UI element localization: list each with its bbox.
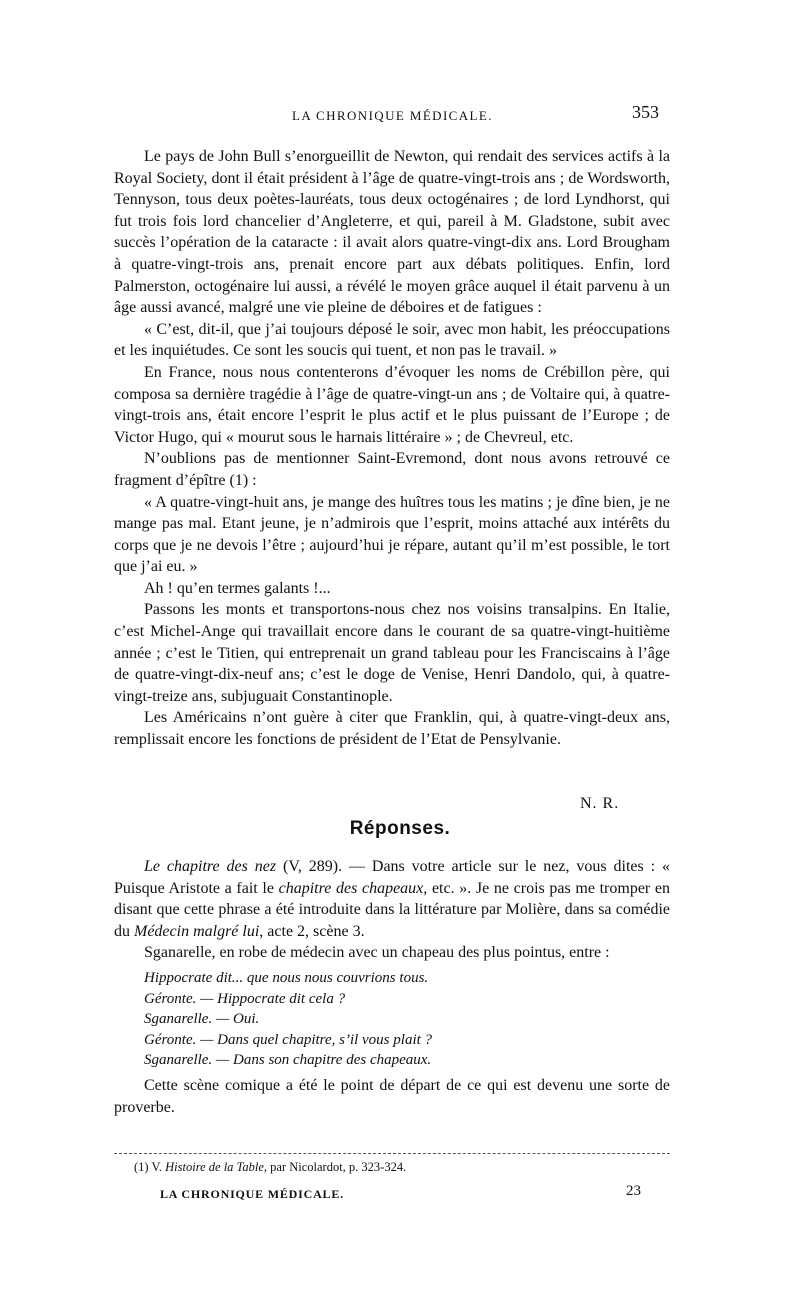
quote-title: chapitre des chapeaux [278,879,424,897]
dialogue-line: Sganarelle. — Dans son chapitre des chapeaux. [144,1052,432,1069]
footer-signature-number: 23 [626,1183,641,1199]
play-title: Médecin malgré lui [134,922,260,940]
section-title: Réponses. [349,818,451,839]
dialogue-line: Géronte. — Hippocrate dit cela ? [144,990,346,1007]
dialogue-line: Sganarelle. — Oui. [144,1011,260,1028]
running-title: LA CHRONIQUE MÉDICALE. [292,108,493,123]
paragraph: Le pays de John Bull s’enorgueillit de Newton, qui rendait des services actifs à la Royal Society, dont il était président à l’âge de quatre-vingt-trois ans ; de Wordsworth, Tennyson, tous deux poètes-lauréats, tous deux octogénaires ; de lord Lyndhorst, qui fut trois fois lord chancelier d’Angleterre, et qui, pareil à M. Gladstone, subit avec succès l’opération de la cataracte : il avait alors quatre-vingt-dix ans. Lord Brougham à quatre-vingt-trois ans, prenait encore part aux débats politiques. Enfin, lord Palmerston, octogénaire lui aussi, a révélé le moyen grâce auquel il était parvenu à un âge aussi avancé, malgré une vie pleine de déboires et de fatigues : [114,148,670,317]
page-number: 353 [632,102,659,122]
response-intro: Le chapitre des nez (V, 289). — Dans votre article sur le nez, vous dites : « Puisque Aristote a fait le chapitre des chapeaux, etc. ». Je ne crois pas me tromper en disant que cette phrase a été introduite dans la littérature par Molière, dans sa comédie du Médecin malgré lui, acte 2, scène 3. [114,858,671,940]
paragraph: En France, nous nous contenterons d’évoquer les noms de Crébillon père, qui composa sa dernière tragédie à l’âge de quatre-vingt-un ans ; de Voltaire qui, à quatre-vingt-trois ans, était encore l’esprit le plus actif et le plus puissant de l’Europe ; de Victor Hugo, qui « mourut sous le harnais littéraire » ; de Chevreul, etc. [114,363,670,446]
footnote-book-title: Histoire de la Table [165,1160,264,1174]
paragraph: Passons les monts et transportons-nous chez nos voisins transalpins. En Italie, c’est Michel-Ange qui travaillait encore dans le courant de sa quatre-vingt-huitième année ; c’est le Titien, qui entreprenait un grand tableau pour les Franciscains à l’âge de quatre-vingt-dix-neuf ans; c’est le doge de Venise, Henri Dandolo, qui, à quatre-vingt-treize ans, subjuguait Constantinople. [114,601,670,705]
paragraph: N’oublions pas de mentionner Saint-Evremond, dont nous avons retrouvé ce fragment d’épître (1) : [114,450,670,489]
paragraph: « C’est, dit-il, que j’ai toujours déposé le soir, avec mon habit, les préoccupations et les inquiétudes. Ce sont les soucis qui tuent, et non pas le travail. » [114,320,670,360]
footer-title: LA CHRONIQUE MÉDICALE. [160,1187,344,1201]
dialogue-line: Hippocrate dit... que nous nous couvrions tous. [144,969,429,986]
article-body [114,146,670,751]
dialogue-line: Géronte. — Dans quel chapitre, s’il vous plait ? [144,1031,433,1048]
footnote-divider [114,1153,670,1154]
response-conclusion: Cette scène comique a été le point de départ de ce qui est devenu une sorte de proverbe. [114,1076,670,1116]
paragraph: Ah ! qu’en termes galants !... [144,579,331,597]
responses-section [114,856,670,1118]
reference-title: Le chapitre des nez [144,858,277,875]
footnote: (1) V. Histoire de la Table, par Nicolardot, p. 323-324. [134,1160,407,1174]
response-setup: Sganarelle, en robe de médecin avec un chapeau des plus pointus, entre : [144,944,610,962]
dialogue-block [144,968,670,1071]
paragraph: Les Américains n’ont guère à citer que Franklin, qui, à quatre-vingt-deux ans, remplissait encore les fonctions de président de l’Etat de Pensylvanie. [114,709,670,749]
author-signature: N. R. [580,795,620,812]
paragraph: « A quatre-vingt-huit ans, je mange des huîtres tous les matins ; je dîne bien, je ne mange pas mal. Etant jeune, je n’admirois que l’esprit, moins attaché aux intérêts du corps que je ne devois l’être ; aujourd’hui je répare, autant qu’il m’est possible, le tort que j’ai eu. » [114,493,670,576]
